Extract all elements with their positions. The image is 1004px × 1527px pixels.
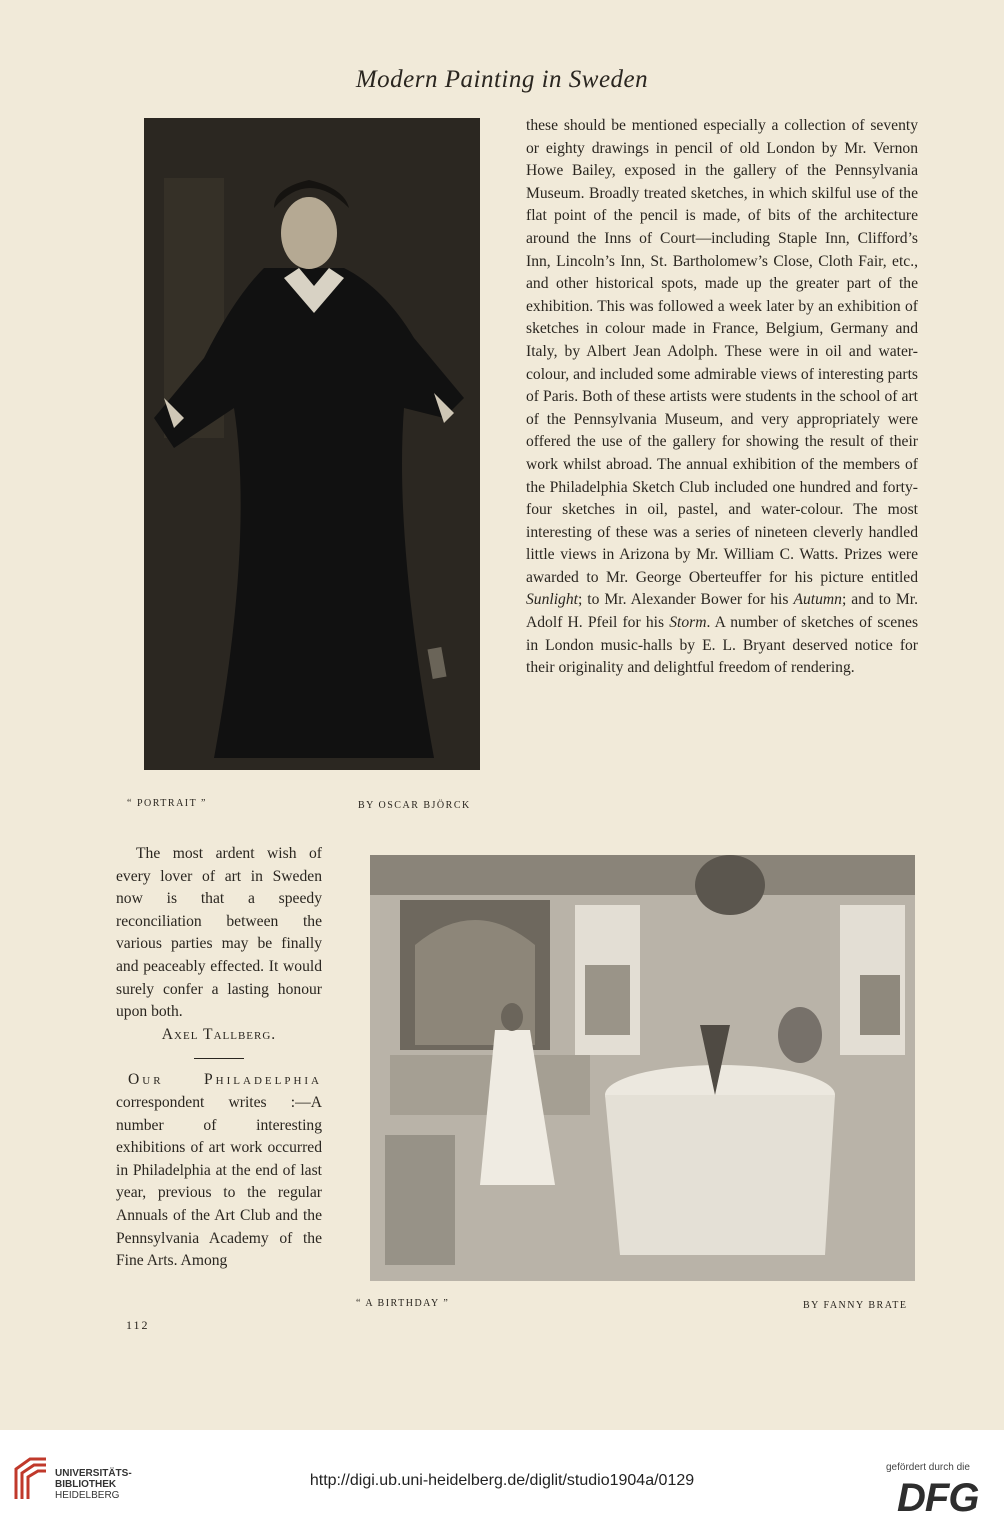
portrait-illustration [144, 118, 480, 770]
paragraph-lead: Our Philadelphia [128, 1071, 322, 1089]
left-text-column [116, 843, 322, 1273]
section-divider [194, 1058, 244, 1059]
portrait-caption-title: “ PORTRAIT ” [127, 798, 207, 809]
page-number: 112 [126, 1318, 150, 1332]
university-name-line: UNIVERSITÄTS- [55, 1468, 132, 1479]
birthday-caption-artist: BY FANNY BRATE [803, 1300, 908, 1311]
running-header: Modern Painting in Sweden [355, 66, 649, 93]
text-segment: . A number of sketches of scenes in London music-halls by E. L. Bryant deserved notice for their originality and delightful freedom of rendering. [526, 614, 919, 677]
source-url[interactable]: http://digi.ub.uni-heidelberg.de/diglit/studio1904a/0129 [309, 1472, 695, 1489]
artwork-title-autumn: Autumn [793, 591, 842, 609]
birthday-illustration [370, 855, 915, 1281]
text-segment: these should be mentioned especially a collection of seventy or eighty drawings in pencil of old London by Mr. Vernon Howe Bailey, exposed in the gallery of the Pennsylvania Museum. Broadly treated sketches, in which skilful use of the flat point of the pencil is made, of bits of the architecture around the Inns of Court—including Staple Inn, Clifford’s Inn, Lincoln’s Inn, St. Bartholomew’s Close, Cloth Fair, etc., and other historical spots, made up the greater part of the exhibition. This was followed a week later by an exhibition of sketches in colour made in France, Belgium, Germany and Italy, by Albert Jean Adolph. These were in oil and water-colour, and included some admirable views of interesting parts of Paris. Both of these artists were students in the school of art of the Pennsylvania Museum, and very appropriately were offered the use of the gallery for showing the result of their work whilst abroad. The annual exhibition of the members of the Philadelphia Sketch Club included one hundred and forty-four sketches in oil, pastel, and water-colour. The most interesting of these was a series of nineteen cleverly handled little views in Arizona by Mr. William C. Watts. Prizes were awarded to Mr. George Oberteuffer for his picture entitled [526, 117, 918, 586]
funded-by-label: gefördert durch die [886, 1462, 970, 1473]
portrait-caption-artist: BY OSCAR BJÖRCK [358, 800, 471, 811]
dfg-logo: DFG [897, 1476, 979, 1520]
right-text-column [526, 115, 918, 680]
right-column-paragraph [526, 115, 918, 680]
university-name-line: HEIDELBERG [55, 1490, 120, 1501]
text-segment: correspondent writes :—A number of interesting exhibitions of art work occurred in Philadelphia at the end of last year, previous to the regular Annuals of the Art Club and the Pennsylvania Academy of the Fine Arts. Among [116, 1093, 322, 1270]
university-name-line: BIBLIOTHEK [55, 1479, 117, 1490]
author-signature: Axel Tallberg. [161, 1025, 277, 1043]
birthday-caption-title: “ A BIRTHDAY ” [356, 1298, 450, 1309]
artwork-title-sunlight: Sunlight [526, 591, 578, 609]
text-segment: ; and to Mr. Adolf H. Pfeil for his [526, 591, 918, 632]
text-segment: ; to Mr. Alexander Bower for his [577, 591, 789, 609]
artwork-title-storm: Storm [669, 614, 707, 632]
birthday-image [370, 855, 915, 1281]
portrait-image [144, 118, 480, 770]
left-column-paragraph [116, 1069, 322, 1272]
left-column-paragraph: The most ardent wish of every lover of art in Sweden now is that a speedy reconciliation between the various parties may be finally and peaceably effected. It would surely confer a lasting honour upon both. [116, 845, 322, 1021]
digitization-footer [0, 1430, 1004, 1527]
